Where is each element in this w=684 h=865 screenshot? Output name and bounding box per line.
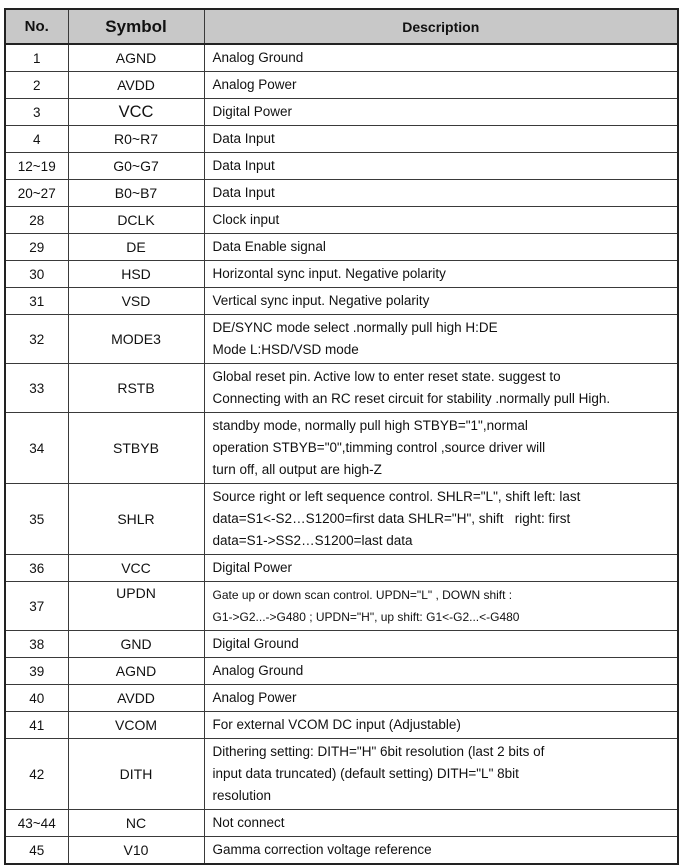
description-line: Digital Ground	[212, 636, 299, 651]
description-line: Analog Power	[212, 690, 297, 705]
pin-symbol-cell: B0~B7	[68, 180, 204, 207]
pin-description-cell	[204, 180, 678, 207]
description-line: data=S1<-S2…S1200=first data SHLR="H", shift right: first	[212, 511, 571, 526]
column-header-symbol: Symbol	[68, 9, 204, 44]
header-row	[5, 9, 678, 44]
table-row	[5, 582, 678, 631]
pin-description-cell	[204, 658, 678, 685]
description-line: Mode L:HSD/VSD mode	[212, 342, 359, 357]
description-line: operation STBYB="0",timming control ,source driver will	[212, 440, 546, 455]
pin-symbol-cell: VCC	[68, 99, 204, 126]
column-header-no: No.	[5, 9, 68, 44]
pin-description-cell	[204, 712, 678, 739]
pin-symbol-cell: DITH	[68, 739, 204, 810]
description-line: standby mode, normally pull high STBYB="1",normal	[212, 418, 528, 433]
pin-description-cell	[204, 315, 678, 364]
pin-symbol-cell: AGND	[68, 658, 204, 685]
column-header-description: Description	[204, 9, 678, 44]
pin-number-cell: 38	[5, 631, 68, 658]
description-line: data=S1->SS2…S1200=last data	[212, 533, 413, 548]
table-row	[5, 837, 678, 865]
pin-symbol-cell: GND	[68, 631, 204, 658]
description-line: DE/SYNC mode select .normally pull high H:DE	[212, 320, 498, 335]
description-line: resolution	[212, 788, 272, 803]
pin-number-cell: 2	[5, 72, 68, 99]
table-row	[5, 810, 678, 837]
pin-number-cell: 31	[5, 288, 68, 315]
description-line: input data truncated) (default setting) DITH="L" 8bit	[212, 766, 519, 781]
description-line: Data Input	[212, 185, 275, 200]
pin-number-cell: 3	[5, 99, 68, 126]
pin-symbol-cell: RSTB	[68, 364, 204, 413]
table-row	[5, 126, 678, 153]
pin-description-cell	[204, 484, 678, 555]
pin-symbol-cell: AVDD	[68, 685, 204, 712]
description-line: G1->G2...->G480 ; UPDN="H", up shift: G1<-G2...<-G480	[212, 610, 520, 624]
description-line: Data Input	[212, 131, 275, 146]
pin-table-body	[5, 44, 678, 864]
table-row	[5, 72, 678, 99]
description-line: Analog Ground	[212, 50, 304, 65]
pin-description-cell	[204, 234, 678, 261]
pin-symbol-cell: R0~R7	[68, 126, 204, 153]
table-row	[5, 555, 678, 582]
pin-symbol-cell: STBYB	[68, 413, 204, 484]
pin-number-cell: 43~44	[5, 810, 68, 837]
description-line: Horizontal sync input. Negative polarity	[212, 266, 446, 281]
table-row	[5, 207, 678, 234]
table-row	[5, 44, 678, 72]
table-row	[5, 685, 678, 712]
table-row	[5, 261, 678, 288]
description-line: Global reset pin. Active low to enter reset state. suggest to	[212, 369, 561, 384]
table-row	[5, 180, 678, 207]
pin-number-cell: 29	[5, 234, 68, 261]
pin-symbol-cell: NC	[68, 810, 204, 837]
description-line: Gamma correction voltage reference	[212, 842, 432, 857]
pin-number-cell: 33	[5, 364, 68, 413]
pin-description-cell	[204, 153, 678, 180]
pin-number-cell: 28	[5, 207, 68, 234]
table-header	[5, 9, 678, 44]
description-line: Gate up or down scan control. UPDN="L" , DOWN shift :	[212, 588, 513, 602]
pin-description-cell	[204, 837, 678, 865]
table-row	[5, 631, 678, 658]
pin-symbol-cell: VCOM	[68, 712, 204, 739]
table-row	[5, 413, 678, 484]
description-line: Data Enable signal	[212, 239, 326, 254]
description-line: Vertical sync input. Negative polarity	[212, 293, 430, 308]
description-line: turn off, all output are high-Z	[212, 462, 382, 477]
description-line: Analog Ground	[212, 663, 304, 678]
pin-symbol-cell: G0~G7	[68, 153, 204, 180]
pin-number-cell: 35	[5, 484, 68, 555]
pin-number-cell: 37	[5, 582, 68, 631]
pin-description-cell	[204, 364, 678, 413]
pin-description-cell	[204, 739, 678, 810]
pin-symbol-cell: V10	[68, 837, 204, 865]
pin-description-cell	[204, 72, 678, 99]
pin-description-cell	[204, 207, 678, 234]
pin-symbol-cell: MODE3	[68, 315, 204, 364]
pin-number-cell: 12~19	[5, 153, 68, 180]
table-row	[5, 153, 678, 180]
pin-description-table	[4, 8, 679, 865]
pin-number-cell: 41	[5, 712, 68, 739]
pin-symbol-cell: VCC	[68, 555, 204, 582]
pin-number-cell: 36	[5, 555, 68, 582]
pin-description-cell	[204, 631, 678, 658]
table-row	[5, 288, 678, 315]
description-line: Source right or left sequence control. SHLR="L", shift left: last	[212, 489, 581, 504]
description-line: Not connect	[212, 815, 285, 830]
description-line: Digital Power	[212, 560, 293, 575]
pin-description-cell	[204, 685, 678, 712]
pin-symbol-cell: AGND	[68, 44, 204, 72]
table-row	[5, 99, 678, 126]
pin-number-cell: 45	[5, 837, 68, 865]
pin-description-cell	[204, 413, 678, 484]
description-line: For external VCOM DC input (Adjustable)	[212, 717, 461, 732]
pin-description-cell	[204, 810, 678, 837]
table-row	[5, 234, 678, 261]
description-line: Dithering setting: DITH="H" 6bit resolution (last 2 bits of	[212, 744, 545, 759]
pin-description-cell	[204, 99, 678, 126]
pin-symbol-cell: SHLR	[68, 484, 204, 555]
pin-symbol-cell: DE	[68, 234, 204, 261]
pin-symbol-cell: DCLK	[68, 207, 204, 234]
pin-symbol-cell: UPDN	[68, 582, 204, 631]
table-row	[5, 739, 678, 810]
pin-description-cell	[204, 126, 678, 153]
pin-number-cell: 4	[5, 126, 68, 153]
pin-description-cell	[204, 555, 678, 582]
pin-description-cell	[204, 288, 678, 315]
pin-number-cell: 42	[5, 739, 68, 810]
description-line: Connecting with an RC reset circuit for stability .normally pull High.	[212, 391, 611, 406]
pin-description-cell	[204, 261, 678, 288]
table-row	[5, 364, 678, 413]
pin-number-cell: 30	[5, 261, 68, 288]
description-line: Clock input	[212, 212, 280, 227]
description-line: Data Input	[212, 158, 275, 173]
pin-symbol-cell: VSD	[68, 288, 204, 315]
description-line: Digital Power	[212, 104, 293, 119]
table-row	[5, 712, 678, 739]
pin-number-cell: 32	[5, 315, 68, 364]
table-row	[5, 484, 678, 555]
pin-description-cell	[204, 582, 678, 631]
pin-number-cell: 40	[5, 685, 68, 712]
description-line: Analog Power	[212, 77, 297, 92]
pin-symbol-cell: HSD	[68, 261, 204, 288]
pin-number-cell: 39	[5, 658, 68, 685]
pin-number-cell: 20~27	[5, 180, 68, 207]
pin-number-cell: 1	[5, 44, 68, 72]
table-row	[5, 315, 678, 364]
pin-symbol-cell: AVDD	[68, 72, 204, 99]
pin-number-cell: 34	[5, 413, 68, 484]
table-row	[5, 658, 678, 685]
pin-description-cell	[204, 44, 678, 72]
